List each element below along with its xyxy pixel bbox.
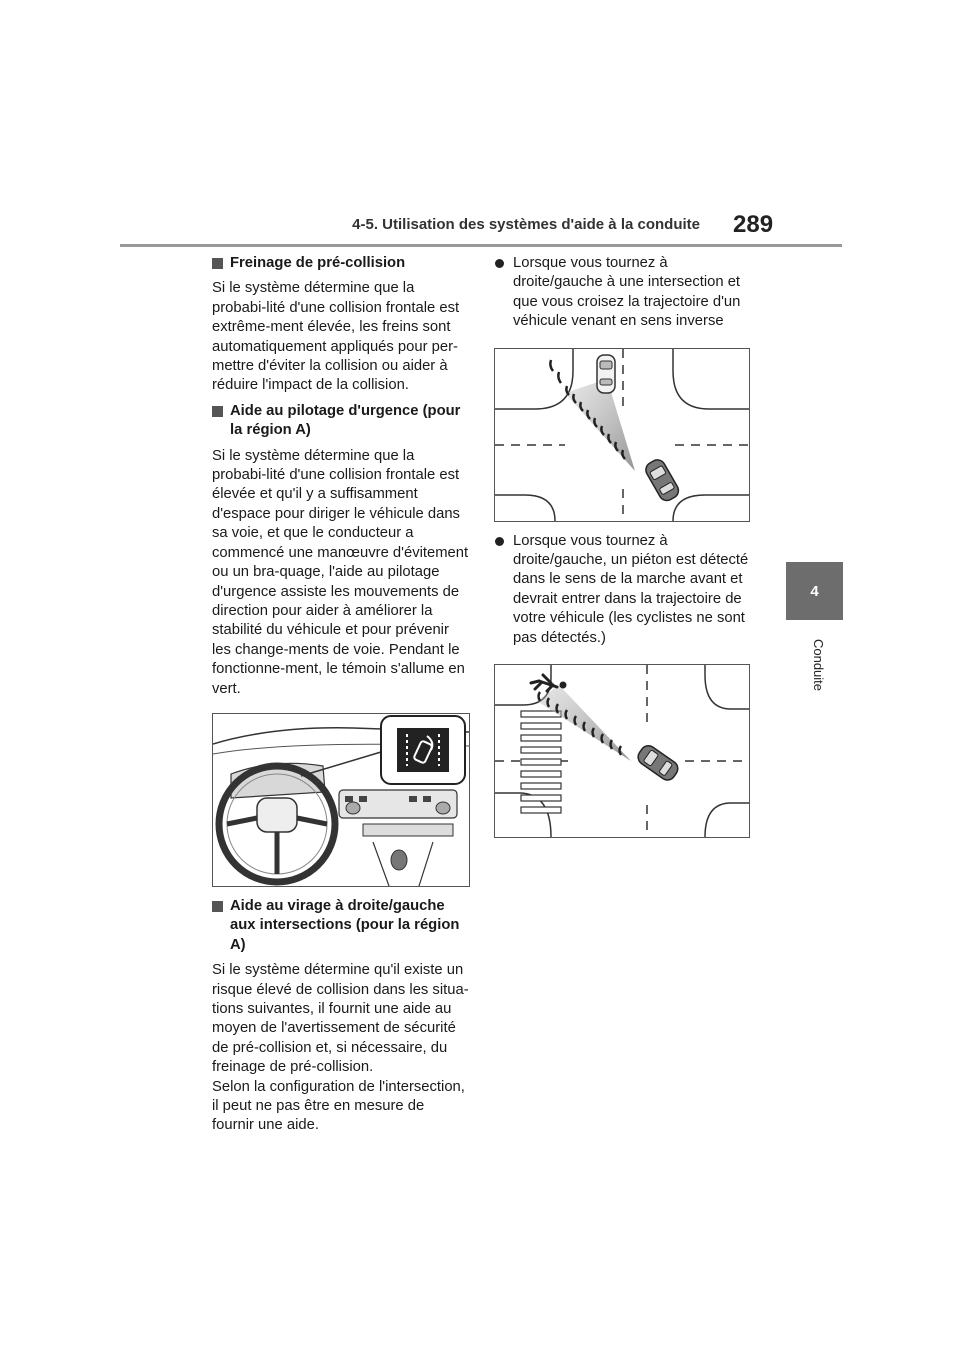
page-number: 289: [733, 211, 774, 238]
chapter-label: Conduite: [811, 638, 826, 692]
pedestrian-crossing-illustration: [494, 664, 750, 838]
square-bullet-icon: [212, 901, 223, 912]
square-bullet-icon: [212, 258, 223, 269]
section-heading: Freinage de pré-collision: [212, 254, 470, 273]
right-column: [494, 254, 750, 838]
section-body: Selon la configuration de l'intersection, il peut ne pas être en mesure de fournir une aide.: [212, 1078, 465, 1134]
section-heading: Aide au virage à droite/gauche aux intersections (pour la région A): [212, 897, 470, 955]
square-bullet-icon: [212, 406, 223, 417]
section-body: Si le système détermine que la probabi-lité d'une collision frontale est élevée et qu'il y a suffisamment d'espace pour diriger le véhicule dans sa voie, et que le conducteur a commencé une manœuvre d'évitement ou un bra-quage, l'aide au pilotage d'urgence assiste les mouvements de direction pour aider à améliorer la stabilité du véhicule et pour prévenir les change-ments de voie. Pendant le fonctionne-ment, le témoin s'allume en vert.: [212, 447, 469, 697]
section-title: 4-5. Utilisation des systèmes d'aide à la conduite: [352, 216, 700, 233]
header-rule: [120, 244, 842, 247]
dashboard-illustration: [212, 713, 470, 887]
chapter-tab[interactable]: 4: [786, 562, 843, 620]
left-column: [212, 254, 470, 1142]
list-item: Lorsque vous tournez à droite/gauche, un piéton est détecté dans le sens de la marche avant et devrait entrer dans la trajectoire de votre véhicule (les cyclistes ne sont pas détectés.): [494, 532, 750, 648]
oncoming-vehicle-illustration: [494, 348, 750, 522]
section-body: Si le système détermine qu'il existe un risque élevé de collision dans les situa-tions suivantes, il fournit une aide au moyen de l'avertissement de sécurité de pré-collision et, si nécessaire, du freinage de pré-collision.: [212, 962, 469, 1076]
section-heading: Aide au pilotage d'urgence (pour la région A): [212, 402, 470, 441]
section-body: Si le système détermine que la probabi-lité d'une collision frontale est extrême-ment élevée, les freins sont automatiquement appliqués pour per-mettre d'éviter la collision ou aider à réduire l'impact de la collision.: [212, 280, 460, 394]
bullet-dot-icon: [495, 537, 504, 546]
bullet-dot-icon: [495, 259, 504, 268]
list-item: Lorsque vous tournez à droite/gauche à une intersection et que vous croisez la trajectoire d'un véhicule venant en sens inverse: [494, 254, 750, 332]
